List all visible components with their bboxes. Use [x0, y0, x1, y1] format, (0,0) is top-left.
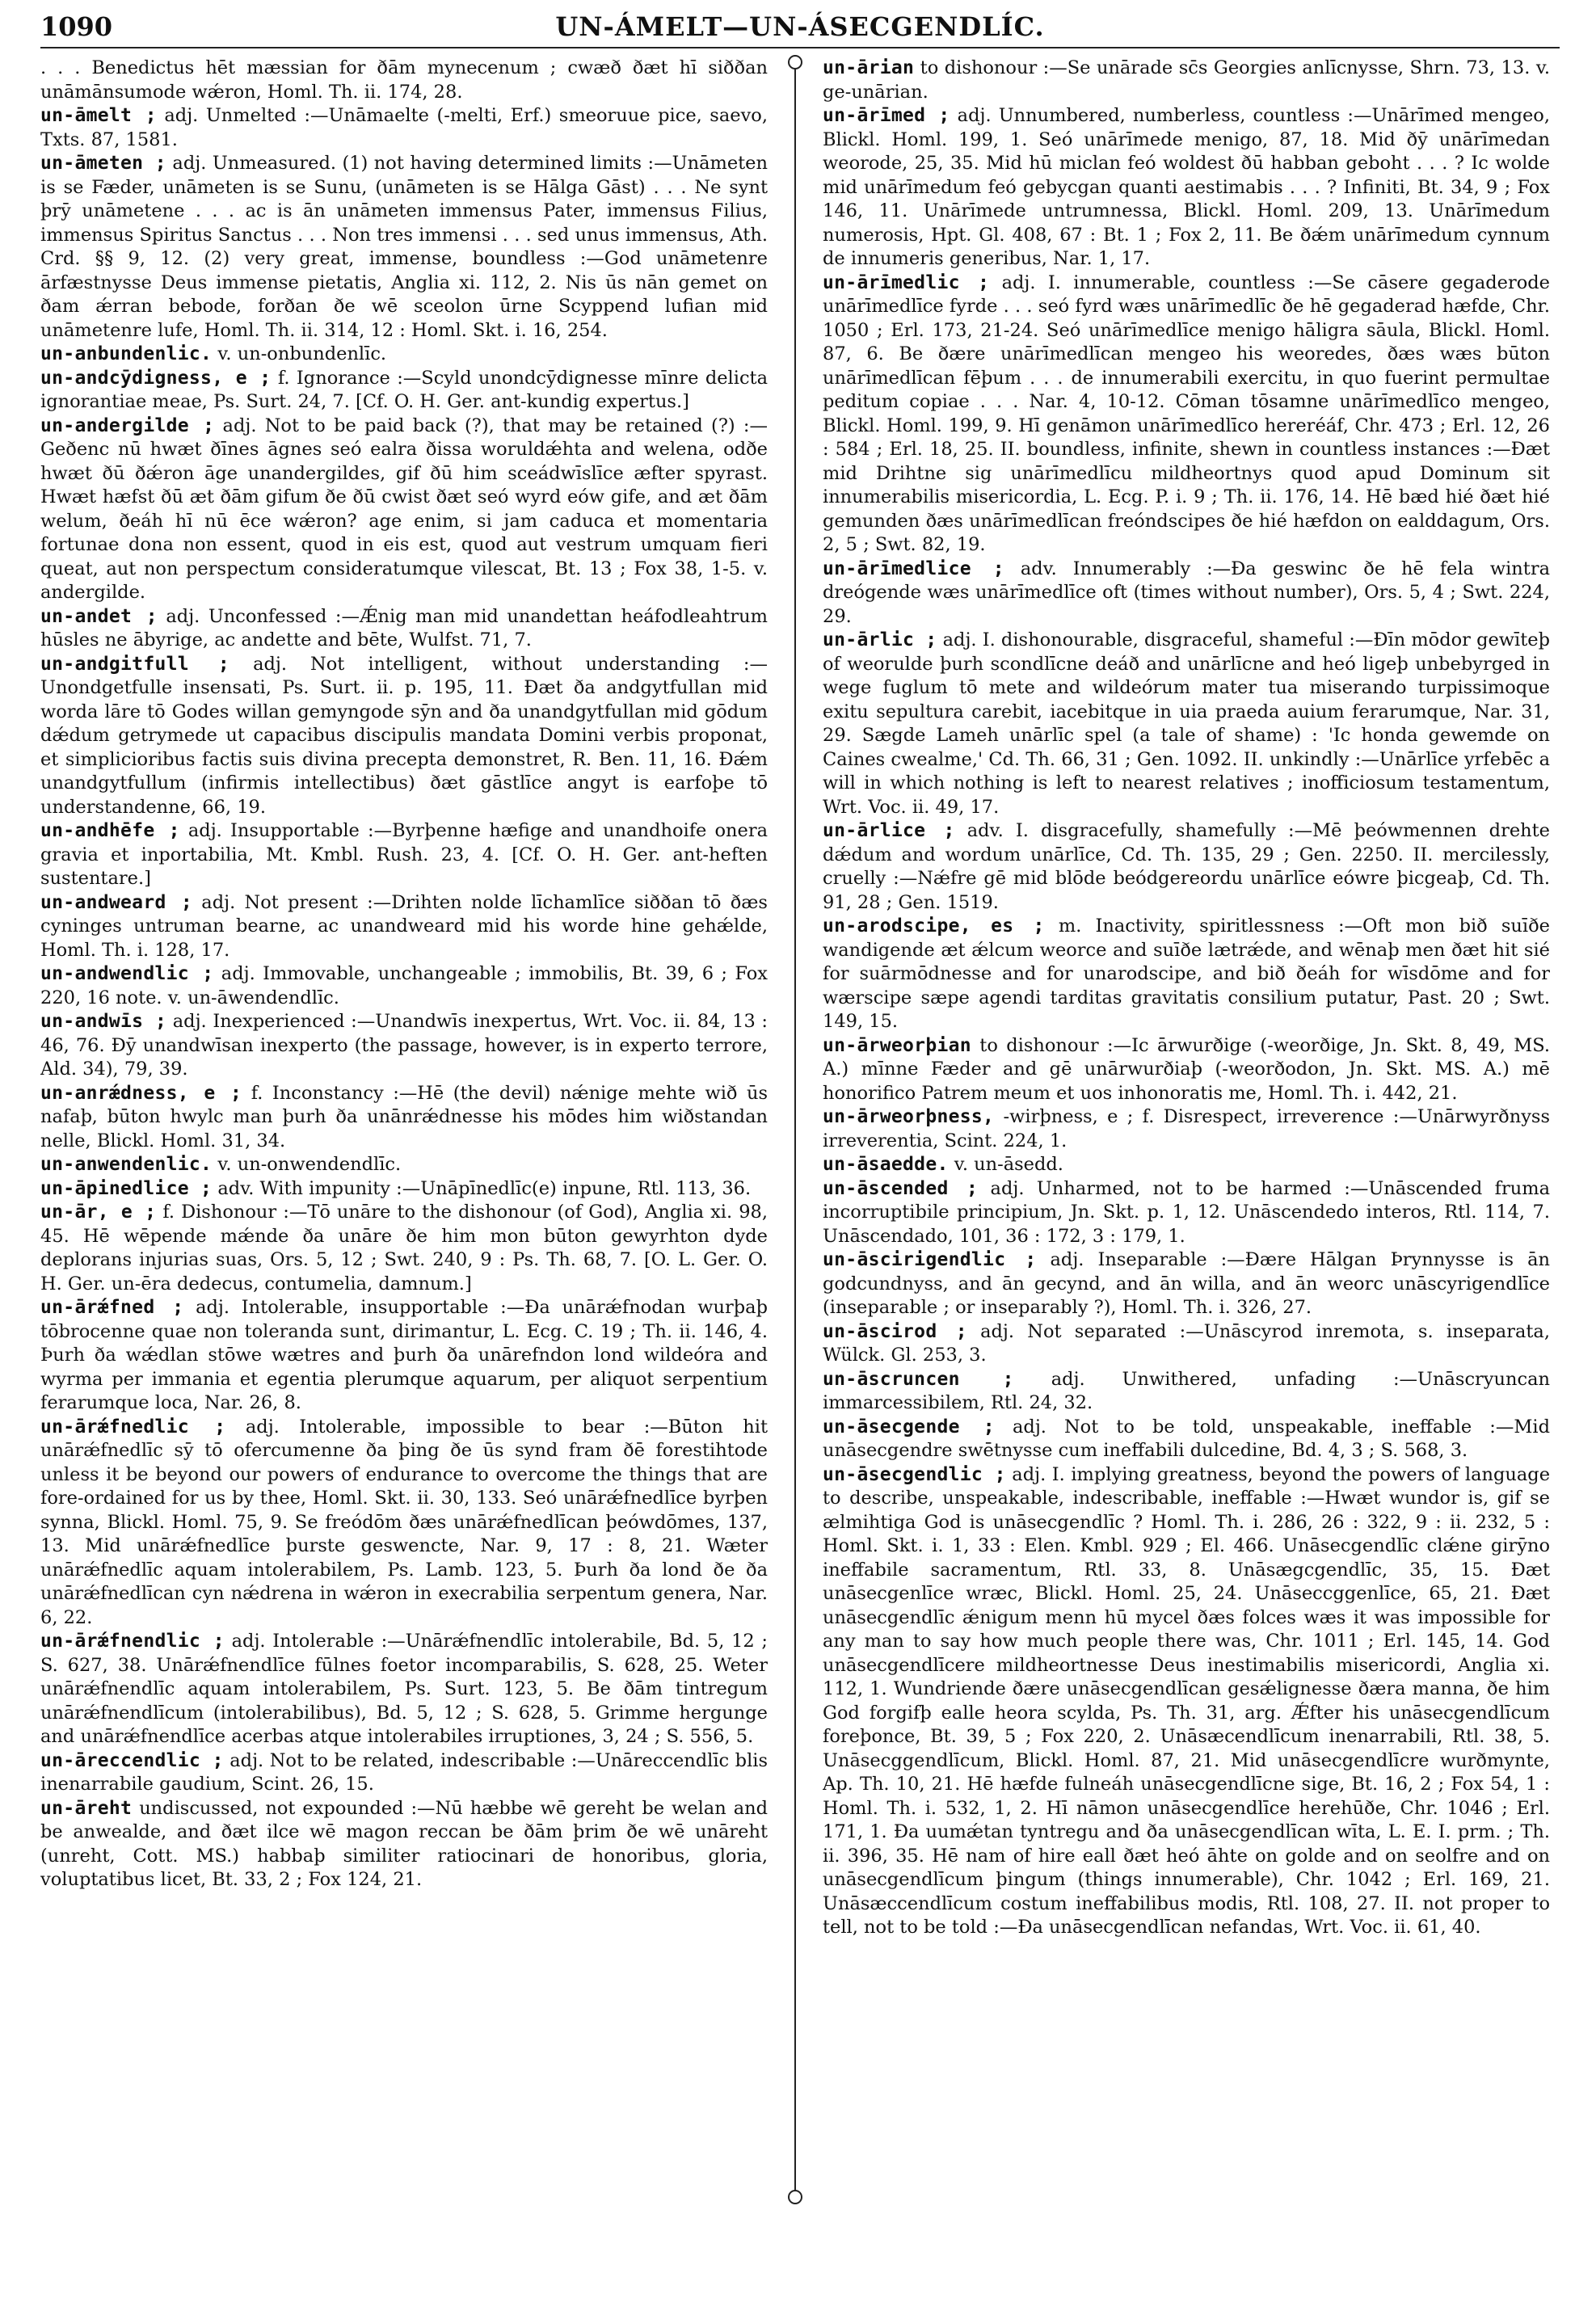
- entry-headword: un-āsecgende ;: [823, 1416, 995, 1438]
- dictionary-entry: [40, 1797, 768, 1892]
- entry-definition: f. Dishonour :—Tō unāre to the dishonour (of God), Anglia xi. 98, 45. Hē wēpende mǽnde ða unāre ðe him mon būton gewyrhton dyde deplorans injurias suas, Ors. 5, 12 ; Swt. 240, 9 : Ps. Th. 68, 7. [O. L. Ger. O. H. Ger. un-ēra dedecus, contumelia, damnum.]: [40, 1202, 768, 1294]
- entry-definition: v. un-onbundenlīc.: [217, 343, 387, 364]
- divider-ornament-top: [788, 55, 802, 69]
- dictionary-entry: [823, 57, 1550, 104]
- left-column: [40, 57, 768, 2287]
- entry-definition: adj. Not to be paid back (?), that may be retained (?) :—Geðenc nū hwæt ðīnes āgnes seó ealra ðissa woruldǽhta and welena, odðe hwæt ðū ðǽron āge unandergildes, gif ðū him sceádwīslīce æfter spyrast. Hwæt hæfst ðū æt ðām gifum ðe ðū cwist ðæt seó wyrd eów gife, and æt ðām welum, ðeáh hī nū ēce wǽron? age enim, si jam caduca et momentaria fortunae dona non essent, quod in eis est, quod aut vestrum umquam fieri queat, aut non perspectum consideratumque vilescat, Bt. 13 ; Fox 38, 1-5. v. andergilde.: [40, 415, 768, 603]
- entry-headword: un-āsaedde.: [823, 1154, 949, 1175]
- entry-definition: f. Ignorance :—Scyld unondcȳdignesse mīnre delicta ignorantiae meae, Ps. Surt. 24, 7. [Cf. O. H. Ger. ant-kundig expertus.]: [40, 367, 768, 412]
- page-header: [40, 8, 1560, 45]
- dictionary-entry: [823, 1105, 1550, 1153]
- dictionary-entry: [823, 1368, 1550, 1416]
- dictionary-entry: [40, 343, 768, 367]
- entry-headword: un-ārweorþian: [823, 1034, 971, 1056]
- entry-definition: adj. Not intelligent, without understanding :—Unondgetfulle insensati, Ps. Surt. ii. p. 195, 11. Ðæt ða andgytfullan mid worda lāre tō Godes willan gemyngode sȳn and ða unandgytfullan mid gōdum dǽdum getrymede ut capacibus discipulis mandata Domini verbis proponat, et simplicioribus factis suis divina precepta demonstret, R. Ben. 11, 16. Ðǽm unandgytfullum (infirmis intellectibus) ðæt gāstlīce angyt is earfoþe tō understandenne, 66, 19.: [40, 653, 768, 818]
- entry-definition: adj. Unmelted :—Unāmaelte (-melti, Erf.) smeoruue pice, saevo, Txts. 87, 1581.: [40, 105, 768, 150]
- dictionary-entry: [40, 819, 768, 891]
- right-column: [823, 57, 1550, 2287]
- dictionary-entry: [40, 1177, 768, 1202]
- entry-headword: un-andet ;: [40, 605, 158, 627]
- entry-headword: un-anbundenlic.: [40, 343, 213, 364]
- entry-headword: un-andwīs ;: [40, 1011, 167, 1032]
- entry-headword: un-ārian: [823, 57, 915, 78]
- entry-headword: un-ārīmedlic ;: [823, 272, 990, 293]
- running-head: UN-ÁMELT—UN-ÁSECGENDLÍC.: [555, 11, 1045, 42]
- entry-headword: un-andcȳdigness, e ;: [40, 367, 272, 389]
- entry-definition: -wirþness, e ; f. Disrespect, irreverence :—Unārwyrðnyss irreverentia, Scint. 224, 1.: [823, 1106, 1550, 1151]
- entry-headword: un-āscruncen ;: [823, 1368, 1014, 1390]
- dictionary-entry: [40, 104, 768, 152]
- entry-headword: un-andwendlic ;: [40, 963, 214, 984]
- entry-headword: un-ārǽfned ;: [40, 1297, 184, 1318]
- entry-headword: un-anwendenlic.: [40, 1154, 213, 1175]
- entry-definition: v. un-onwendendlīc.: [217, 1154, 402, 1175]
- dictionary-entry: [823, 104, 1550, 272]
- dictionary-entry: [40, 1296, 768, 1416]
- entry-definition: adj. Intolerable, impossible to bear :—Būton hit unārǽfnedlīc sȳ tō ofercumenne ða þing ðe ūs synd fram ðē forestihtode unless it be beyond our powers of endurance to overcome the things that are fore-ordained for us by thee, Homl. Skt. ii. 30, 133. Seó unārǽfnedlīce byrþen synna, Blickl. Homl. 75, 9. Se freódōm ðæs unārǽfnedlīcan þeówdōmes, 137, 13. Mid unārǽfnedlīce þurste geswencte, Nar. 9, 17 : 8, 21. Wæter unārǽfnedlīc aquam intolerabilem, Ps. Lamb. 123, 5. Þurh ða lond ðe ða unārǽfnedlīcan cyn nǽdrena in wǽron in execrabilia serpentum genera, Nar. 6, 22.: [40, 1416, 768, 1628]
- dictionary-entry: [40, 415, 768, 605]
- entry-headword: un-ārweorþness,: [823, 1106, 995, 1127]
- entry-definition: adj. Insupportable :—Byrþenne hæfige and unandhoife onera gravia et inportabilia, Mt. Kmbl. Rush. 23, 4. [Cf. O. H. Ger. ant-heften sustentare.]: [40, 820, 768, 889]
- entry-definition: adj. I. dishonourable, disgraceful, shameful :—Ðīn mōdor gewīteþ of weorulde þurh scondlīcne deáð and unārlīcne and heó ligeþ unbebyrged in wege fuglum tō mete and wildeórum mater tua miserando turpissimoque exitu sepultura carebit, iacebitque in uia praeda auium ferarumque, Nar. 31, 29. Sægde Lameh unārlīc spel (a tale of shame) : 'Ic honda gewemde on Caines cwealme,' Cd. Th. 66, 31 ; Gen. 1092. II. unkindly :—Unārlīce yrfebēc a will in which nothing is left to nearest relatives ; inofficiosum testamentum, Wrt. Voc. ii. 49, 17.: [823, 629, 1550, 818]
- entry-definition: to dishonour :—Se unārade sc̄s Georgies anlīcnysse, Shrn. 73, 13. v. ge-unārian.: [823, 57, 1550, 103]
- entry-headword: un-andgitfull ;: [40, 653, 230, 675]
- dictionary-entry: [40, 1749, 768, 1797]
- entry-headword: un-andhēfe ;: [40, 820, 180, 841]
- entry-definition: adj. Unwithered, unfading :—Unāscryuncan immarcessibilem, Rtl. 24, 32.: [823, 1368, 1550, 1413]
- entry-headword: un-ārǽfnendlic ;: [40, 1631, 225, 1652]
- entry-headword: un-āsecgendlic ;: [823, 1463, 1006, 1485]
- dictionary-entry: [823, 1416, 1550, 1463]
- entry-definition: adj. Inexperienced :—Unandwīs inexpertus, Wrt. Voc. ii. 84, 13 : 46, 76. Ðȳ unandwīsan inexperto (the passage, however, is in experto terrore, Ald. 34), 79, 39.: [40, 1011, 768, 1080]
- entry-headword: un-āmeten ;: [40, 153, 166, 174]
- dictionary-entry: [40, 1010, 768, 1082]
- entry-definition: adj. Not present :—Drihten nolde līchamlīce siððan tō ðæs cyninges untruman bearne, ac unandweard mid his worde hine gehǽlde, Homl. Th. i. 128, 17.: [40, 891, 768, 961]
- dictionary-entry: [40, 605, 768, 653]
- dictionary-entry: [823, 819, 1550, 915]
- dictionary-entry: [40, 367, 768, 415]
- entry-definition: adj. Immovable, unchangeable ; immobilis, Bt. 39, 6 ; Fox 220, 16 note. v. un-āwendendlīc.: [40, 963, 768, 1008]
- entry-definition: to dishonour :—Ic ārwurðige (-weorðige, Jn. Skt. 8, 49, MS. A.) mīnne Fæder and gē unārwurðiaþ (-weorðodon, Jn. Skt. MS. A.) mē honorifico Patrem meum et uos inhonoratis me, Homl. Th. i. 442, 21.: [823, 1034, 1550, 1104]
- entry-headword: un-anrǽdness, e ;: [40, 1082, 242, 1104]
- page-number: 1090: [40, 11, 113, 42]
- entry-definition: adj. Unnumbered, numberless, countless :—Unārīmed mengeo, Blickl. Homl. 199, 1. Seó unārīmede menigo, 87, 18. Mid ðȳ unārīmedan weorode, 25, 35. Mid hū miclan feó woldest ðū habban geboht . . . ? Ic wolde mid unārīmedum feó gebycgan quanti aestimabis . . . ? Infiniti, Bt. 34, 9 ; Fox 146, 11. Unārīmede untrumnessa, Blickl. Homl. 209, 13. Unārīmedum numerosis, Hpt. Gl. 408, 67 : Bt. 1 ; Fox 2, 11. Be ðǽm unārīmedum cynnum de innumeris generibus, Nar. 1, 17.: [823, 105, 1550, 269]
- entry-headword: un-arodscipe, es ;: [823, 916, 1045, 937]
- dictionary-entry: [40, 1201, 768, 1296]
- entry-headword: un-ārlice ;: [823, 820, 955, 841]
- divider-ornament-bottom: [788, 2190, 802, 2204]
- dictionary-entry: [40, 152, 768, 343]
- dictionary-entry: [823, 1034, 1550, 1106]
- dictionary-entry: [40, 1630, 768, 1749]
- entry-definition: adj. Intolerable :—Unārǽfnendlīc intolerabile, Bd. 5, 12 ; S. 627, 38. Unārǽfnendlīce fūlnes foetor incomparabilis, S. 628, 25. Weter unārǽfnendlīc aquam intolerabilem, Ps. Surt. 123, 5. Be ðām tintregum unārǽfnendlīcum (intolerabilibus), Bd. 5, 12 ; S. 628, 5. Grimme hergunge and unārǽfnendlīce acerbas atque intolerabiles irruptiones, 3, 24 ; S. 556, 5.: [40, 1631, 768, 1747]
- entry-headword: un-ār, e ;: [40, 1202, 157, 1223]
- entry-headword: un-andergilde ;: [40, 415, 215, 436]
- entry-definition: adv. I. disgracefully, shamefully :—Mē þeówmennen drehte dǽdum and wordum unārlīce, Cd. Th. 135, 29 ; Gen. 2250. II. mercilessly, cruelly :—Nǽfre gē mid blōde beódgereordu unārlīce eówre þicgeaþ, Cd. Th. 91, 28 ; Gen. 1519.: [823, 820, 1550, 913]
- dictionary-entry: [40, 891, 768, 963]
- dictionary-entry: [823, 1463, 1550, 1940]
- entry-definition: adj. Unharmed, not to be harmed :—Unāscended fruma incorruptibile principium, Jn. Skt. p. 1, 12. Unāscendedo interos, Rtl. 114, 7. Unāscendado, 101, 36 : 172, 3 : 179, 1.: [823, 1177, 1550, 1247]
- dictionary-entry: [823, 915, 1550, 1034]
- dictionary-entry: [40, 1153, 768, 1177]
- dictionary-entry: [823, 1320, 1550, 1368]
- dictionary-entry: [823, 1177, 1550, 1249]
- entry-definition: adv. With impunity :—Unāpīnedlīc(e) inpune, Rtl. 113, 36.: [217, 1177, 752, 1199]
- entry-headword: un-āreccendlic ;: [40, 1749, 224, 1771]
- dictionary-entry: [823, 272, 1550, 558]
- entry-headword: un-ārǽfnedlic ;: [40, 1416, 226, 1438]
- column-divider: [794, 66, 796, 2191]
- entry-headword: un-āscirod ;: [823, 1320, 967, 1342]
- header-rule: [40, 47, 1560, 48]
- dictionary-entry: [40, 962, 768, 1010]
- dictionary-entry: [823, 1153, 1550, 1177]
- dictionary-entry: [823, 558, 1550, 629]
- entry-headword: un-ārīmedlice ;: [823, 558, 1004, 579]
- dictionary-entry: [823, 1248, 1550, 1320]
- dictionary-entry: [40, 57, 768, 104]
- entry-headword: un-āreht: [40, 1797, 133, 1819]
- entry-definition: adj. Unconfessed :—Ǽnig man mid unandettan heáfodleahtrum hūsles ne ābyrige, ac andette and bēte, Wulfst. 71, 7.: [40, 605, 768, 650]
- dictionary-entry: [40, 1416, 768, 1631]
- dictionary-entry: [40, 1082, 768, 1154]
- entry-definition: undiscussed, not expounded :—Nū hæbbe wē gereht be welan and be anwealde, and ðæt ilce wē magon reccan be ðām þrim ðe wē unāreht (unreht, Cott. MS.) habbaþ similiter ratiocinari de honoribus, gloria, voluptatibus licet, Bt. 33, 2 ; Fox 124, 21.: [40, 1797, 768, 1890]
- entry-definition: adj. I. innumerable, countless :—Se cāsere gegaderode unārīmedlīce fyrde . . . seó fyrd wæs unārīmedlīc ðe hē gegaderad hæfde, Chr. 1050 ; Erl. 173, 21-24. Seó unārīmedlīce menigo hāligra sāula, Blickl. Homl. 87, 6. Be ðære unārīmedlīcan mengeo his weoredes, ðæs wæs būton unārīmedlīcan fēþum . . . de innumerabili exercitu, in quo fuerint permultae peditum copiae . . . Nar. 4, 10-12. Cōman tōsamne unārīmedlīco mengeo, Blickl. Homl. 199, 9. Hī genāmon unārīmedlīco hereréáf, Chr. 473 ; Erl. 12, 26 : 584 ; Erl. 18, 25. II. boundless, infinite, shewn in countless instances :—Ðæt mid Drihtne sig unārīmedlīcu mildheortnys quod apud Dominum sit innumerabilis misericordia, L. Ecg. P. i. 9 ; Th. ii. 176, 14. Hē bæd hié ðæt hié gemunden ðæs unārīmedlīcan freóndscipes ðe hié hæfdon on ealddagum, Ors. 2, 5 ; Swt. 82, 19.: [823, 272, 1550, 555]
- entry-headword: un-āpinedlice ;: [40, 1177, 213, 1199]
- entry-headword: un-ārlic ;: [823, 629, 937, 650]
- entry-definition: f. Inconstancy :—Hē (the devil) nǽnige mehte wið ūs nafaþ, būton hwylc man þurh ða unānrǽdnesse his mōdes him wiðstandan nelle, Blickl. Homl. 31, 34.: [40, 1082, 768, 1151]
- entry-definition: adv. Innumerably :—Ða geswinc ðe hē fela wintra dreógende wæs unārīmedlīce oft (times without number), Ors. 5, 4 ; Swt. 224, 29.: [823, 558, 1550, 627]
- entry-definition: adj. Not to be related, indescribable :—Unāreccendlīc blis inenarrabile gaudium, Scint. 26, 15.: [40, 1749, 768, 1795]
- entry-definition: . . . Benedictus hēt mæssian for ðām mynecenum ; cwæð ðæt hī siððan unāmānsumode wǽron, Homl. Th. ii. 174, 28.: [40, 57, 768, 103]
- entry-definition: adj. Unmeasured. (1) not having determined limits :—Unāmeten is se Fæder, unāmeten is se Sunu, (unāmeten is se Hālga Gāst) . . . Ne synt þrȳ unāmetene . . . ac is ān unāmeten immensus Pater, immensus Filius, immensus Spiritus Sanctus . . . Non tres immensi . . . sed unus immensus, Ath. Crd. §§ 9, 12. (2) very great, immense, boundless :—God unāmetenre ārfæstnysse Deus immense pietatis, Anglia xi. 112, 2. Nis ūs nān gemet on ðam ǽrran bebode, forðan ðe wē sceolon ūrne Scyppend lufian mid unāmetenre lufe, Homl. Th. ii. 314, 12 : Homl. Skt. i. 16, 254.: [40, 153, 768, 341]
- entry-definition: adj. Inseparable :—Ðære Hālgan Þrynnysse is ān godcundnyss, and ān gecynd, and ān willa, and ān weorc unāscyrigendlīce (inseparable ; or inseparably ?), Homl. Th. i. 326, 27.: [823, 1249, 1550, 1318]
- entry-headword: un-andweard ;: [40, 891, 193, 913]
- entry-definition: adj. Not to be told, unspeakable, ineffable :—Mid unāsecgendre swētnysse cum ineffabili dulcedine, Bd. 4, 3 ; S. 568, 3.: [823, 1416, 1550, 1461]
- entry-headword: un-āmelt ;: [40, 105, 157, 126]
- entry-definition: v. un-āsedd.: [954, 1154, 1063, 1175]
- entry-definition: m. Inactivity, spiritlessness :—Oft mon bið suīðe wandigende æt ǽlcum weorce and suīðe lætrǽde, and wēnaþ men ðæt hit sié for suārmōdnesse and for unarodscipe, and bið ðeáh for wīsdōme and for wærscipe sæpe agendi tarditas gravitatis consilium putatur, Past. 20 ; Swt. 149, 15.: [823, 916, 1550, 1032]
- dictionary-entry: [823, 629, 1550, 819]
- entry-definition: adj. I. implying greatness, beyond the powers of language to describe, unspeakable, indescribable, ineffable :—Hwæt wundor is, gif se ælmihtiga God is unāsecgendlīc ? Homl. Th. i. 286, 26 : 322, 9 : ii. 232, 5 : Homl. Skt. i. 1, 33 : Elen. Kmbl. 929 ; El. 466. Unāsecgendlīc clǽne girȳno ineffabile sacramentum, Rtl. 33, 8. Unāsægcgendlīc, 35, 15. Ðæt unāsecgenlīce wræc, Blickl. Homl. 25, 24. Unāseccggenlīce, 65, 21. Ðæt unāsecgendlīc ǽnigum menn hū mycel ðæs folces wæs it was impossible for any man to say how much people there was, Chr. 1011 ; Erl. 145, 14. God unāsecgendlīcere mildheortnesse Deus inestimabilis misericordi, Anglia xi. 112, 1. Wundriende ðære unāsecgendlīcan gesǽlignesse ðæra manna, ðe him God forgifþ ealle heora scylda, Ps. Th. 31, arg. Ǽfter his unāsecgendlīcum foreþonce, Bt. 39, 5 ; Fox 220, 2. Unāsæcendlīcum inenarrabili, Rtl. 38, 5. Unāsecggendlīcum, Blickl. Homl. 87, 21. Mid unāsecgendlīcre wurðmynte, Ap. Th. 10, 21. Hē hæfde fulneáh unāsecgendlīcne sige, Bt. 16, 2 ; Fox 54, 1 : Homl. Th. i. 532, 1, 2. Hī nāmon unāsecgendlīce herehūðe, Chr. 1046 ; Erl. 171, 1. Ða uumǽtan tyntregu and ða unāsecgendlīcan wīta, L. E. I. prm. ; Th. ii. 396, 35. Hē nam of hire eall ðæt heó āhte on golde and on seolfre and on unāsecgendlīcum þingum (things innumerable), Chr. 1042 ; Erl. 169, 21. Unāsæccendlīcum costum ineffabilibus modis, Rtl. 108, 27. II. not proper to tell, not to be told :—Ða unāsecgendlīcan nefandas, Wrt. Voc. ii. 61, 40.: [823, 1463, 1550, 1938]
- entry-headword: un-āscended ;: [823, 1177, 979, 1199]
- entry-headword: un-āscirigendlic ;: [823, 1249, 1037, 1270]
- dictionary-entry: [40, 653, 768, 820]
- entry-definition: adj. Intolerable, insupportable :—Ða unārǽfnodan wurþaþ tōbrocenne quae non toleranda sunt, dirimantur, L. Ecg. C. 19 ; Th. ii. 146, 4. Þurh ða wǽdlan stōwe wætres and þurh ða unārefndon lond wildeóra and wyrma per immania et egentia plerumque aquarum, per aliquot serpentium ferarumque loca, Nar. 26, 8.: [40, 1297, 768, 1413]
- entry-headword: un-ārīmed ;: [823, 105, 950, 126]
- entry-definition: adj. Not separated :—Unāscyrod inremota, s. inseparata, Wülck. Gl. 253, 3.: [823, 1320, 1550, 1366]
